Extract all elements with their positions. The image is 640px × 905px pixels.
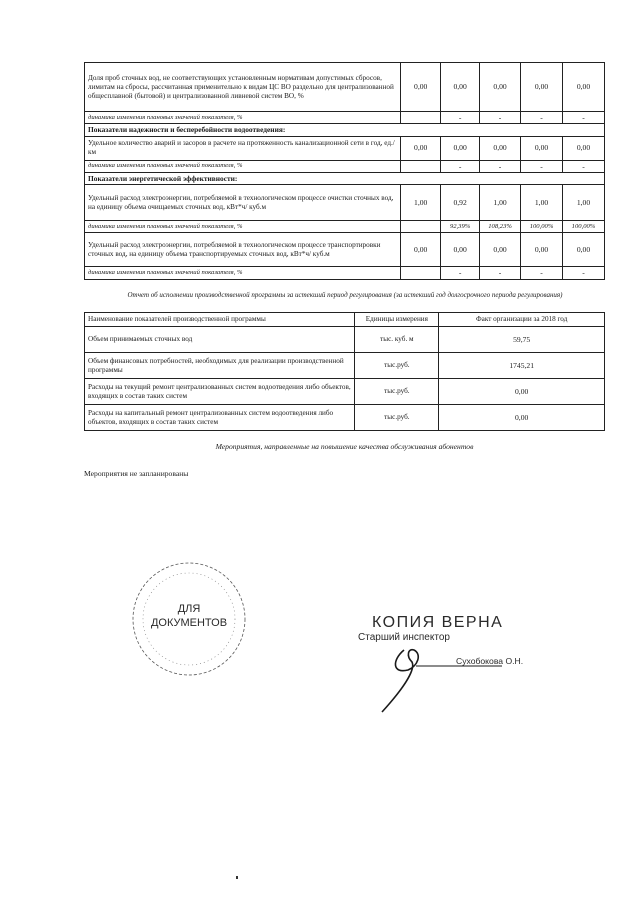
svg-text:ДОКУМЕНТОВ: ДОКУМЕНТОВ — [150, 617, 228, 629]
row-unit: тыс.руб. — [355, 379, 439, 405]
cell-value: - — [480, 112, 521, 124]
column-header: Наименование показателей производственной программы — [85, 313, 355, 327]
round-stamp — [130, 560, 248, 678]
signature-icon — [352, 640, 532, 714]
section-title: Показатели надежности и бесперебойности водоотведения: — [85, 124, 605, 136]
copy-stamp-role: Старший инспектор — [358, 632, 450, 643]
row-name: Расходы на текущий ремонт централизованных систем водоотведения либо объектов, входящих в состав таких систем — [85, 379, 355, 405]
copy-stamp-title: КОПИЯ ВЕРНА — [372, 614, 504, 631]
svg-text:ДЛЯ: ДЛЯ — [177, 603, 201, 615]
cell-value: 108,23% — [480, 221, 521, 233]
cell-value: 0,00 — [441, 63, 480, 112]
row-unit: тыс.руб. — [355, 405, 439, 431]
row-label: динамика изменения плановых значений показателя, % — [85, 221, 401, 233]
row-value: 59,75 — [439, 327, 605, 353]
row-label: Доля проб сточных вод, не соответствующих установленным нормативам допустимых сбросов, лимитам на сбросы, рассчитанная применительно к видам ЦС ВО раздельно для централизованной общесплавной (бытовой) и централизованной ливневой систем ВО, % — [85, 63, 401, 112]
cell-value: 0,00 — [563, 233, 605, 267]
row-value: 1745,21 — [439, 353, 605, 379]
cell-value: 0,92 — [441, 185, 480, 221]
row-label: динамика изменения плановых значений показателя, % — [85, 160, 401, 172]
events-title: Мероприятия, направленные на повышение качества обслуживания абонентов — [215, 442, 474, 451]
cell-value: - — [480, 267, 521, 279]
cell-value: - — [441, 267, 480, 279]
copy-stamp-name: Сухобокова О.Н. — [456, 656, 524, 666]
cell-value: 100,00% — [521, 221, 563, 233]
cell-value: - — [480, 160, 521, 172]
program-report-table — [84, 312, 605, 431]
row-name: Объем принимаемых сточных вод — [85, 327, 355, 353]
cell-value: - — [521, 267, 563, 279]
table-row — [85, 185, 605, 221]
page-mark — [236, 876, 238, 879]
cell-value: 1,00 — [521, 185, 563, 221]
row-value: 0,00 — [439, 379, 605, 405]
cell-value — [401, 112, 441, 124]
cell-value: 1,00 — [401, 185, 441, 221]
table-row — [85, 353, 605, 379]
cell-value: 100,00% — [563, 221, 605, 233]
table-row — [85, 136, 605, 160]
cell-value: 0,00 — [521, 136, 563, 160]
column-header: Единицы измерения — [355, 313, 439, 327]
cell-value — [401, 160, 441, 172]
table-row — [85, 327, 605, 353]
section-header — [85, 124, 605, 136]
table-row — [85, 112, 605, 124]
events-text: Мероприятия не запланированы — [84, 469, 189, 478]
table-row — [85, 267, 605, 279]
row-value: 0,00 — [439, 405, 605, 431]
cell-value: 0,00 — [401, 136, 441, 160]
cell-value — [401, 267, 441, 279]
row-name: Объем финансовых потребностей, необходимых для реализации производственной программы — [85, 353, 355, 379]
indicators-table — [84, 62, 605, 280]
section-title: Показатели энергетической эффективности: — [85, 173, 605, 185]
table-row — [85, 233, 605, 267]
cell-value: - — [563, 112, 605, 124]
cell-value: 0,00 — [441, 233, 480, 267]
table-header-row — [85, 313, 605, 327]
row-label: Удельный расход электроэнергии, потребляемой в технологическом процессе очистки сточных вод, на единицу объема очищаемых сточных вод, кВт*ч/ куб.м — [85, 185, 401, 221]
cell-value: 92,39% — [441, 221, 480, 233]
row-label: динамика изменения плановых значений показателя, % — [85, 267, 401, 279]
row-unit: тыс. куб. м — [355, 327, 439, 353]
cell-value: 0,00 — [563, 63, 605, 112]
cell-value — [401, 221, 441, 233]
cell-value: 0,00 — [401, 63, 441, 112]
row-unit: тыс.руб. — [355, 353, 439, 379]
cell-value: 0,00 — [401, 233, 441, 267]
section-header — [85, 173, 605, 185]
cell-value: 0,00 — [521, 63, 563, 112]
cell-value: - — [563, 160, 605, 172]
table-row — [85, 63, 605, 112]
table-row — [85, 160, 605, 172]
cell-value: - — [563, 267, 605, 279]
cell-value: - — [521, 160, 563, 172]
row-label: Удельный расход электроэнергии, потребляемой в технологическом процессе транспортировки сточных вод, на единицу объема транспортируемых сточных вод, кВт*ч/ куб.м — [85, 233, 401, 267]
row-label: Удельное количество аварий и засоров в расчете на протяженность канализационной сети в год, ед./км — [85, 136, 401, 160]
cell-value: 0,00 — [480, 136, 521, 160]
cell-value: 0,00 — [563, 136, 605, 160]
cell-value: 0,00 — [480, 233, 521, 267]
cell-value: 0,00 — [480, 63, 521, 112]
table-row — [85, 221, 605, 233]
row-label: динамика изменения плановых значений показателя, % — [85, 112, 401, 124]
cell-value: 0,00 — [521, 233, 563, 267]
cell-value: 1,00 — [480, 185, 521, 221]
cell-value: 0,00 — [441, 136, 480, 160]
column-header: Факт организации за 2018 год — [439, 313, 605, 327]
report-title: Отчет об исполнении производственной программы за истекший период регулирования (за истекший год долгосрочного периода регулирования) — [127, 291, 563, 299]
row-name: Расходы на капитальный ремонт централизованных систем водоотведения либо объектов, входящих в состав таких систем — [85, 405, 355, 431]
cell-value: - — [521, 112, 563, 124]
table-row — [85, 379, 605, 405]
copy-certified-stamp — [352, 614, 532, 714]
cell-value: - — [441, 112, 480, 124]
cell-value: - — [441, 160, 480, 172]
cell-value: 1,00 — [563, 185, 605, 221]
table-row — [85, 405, 605, 431]
